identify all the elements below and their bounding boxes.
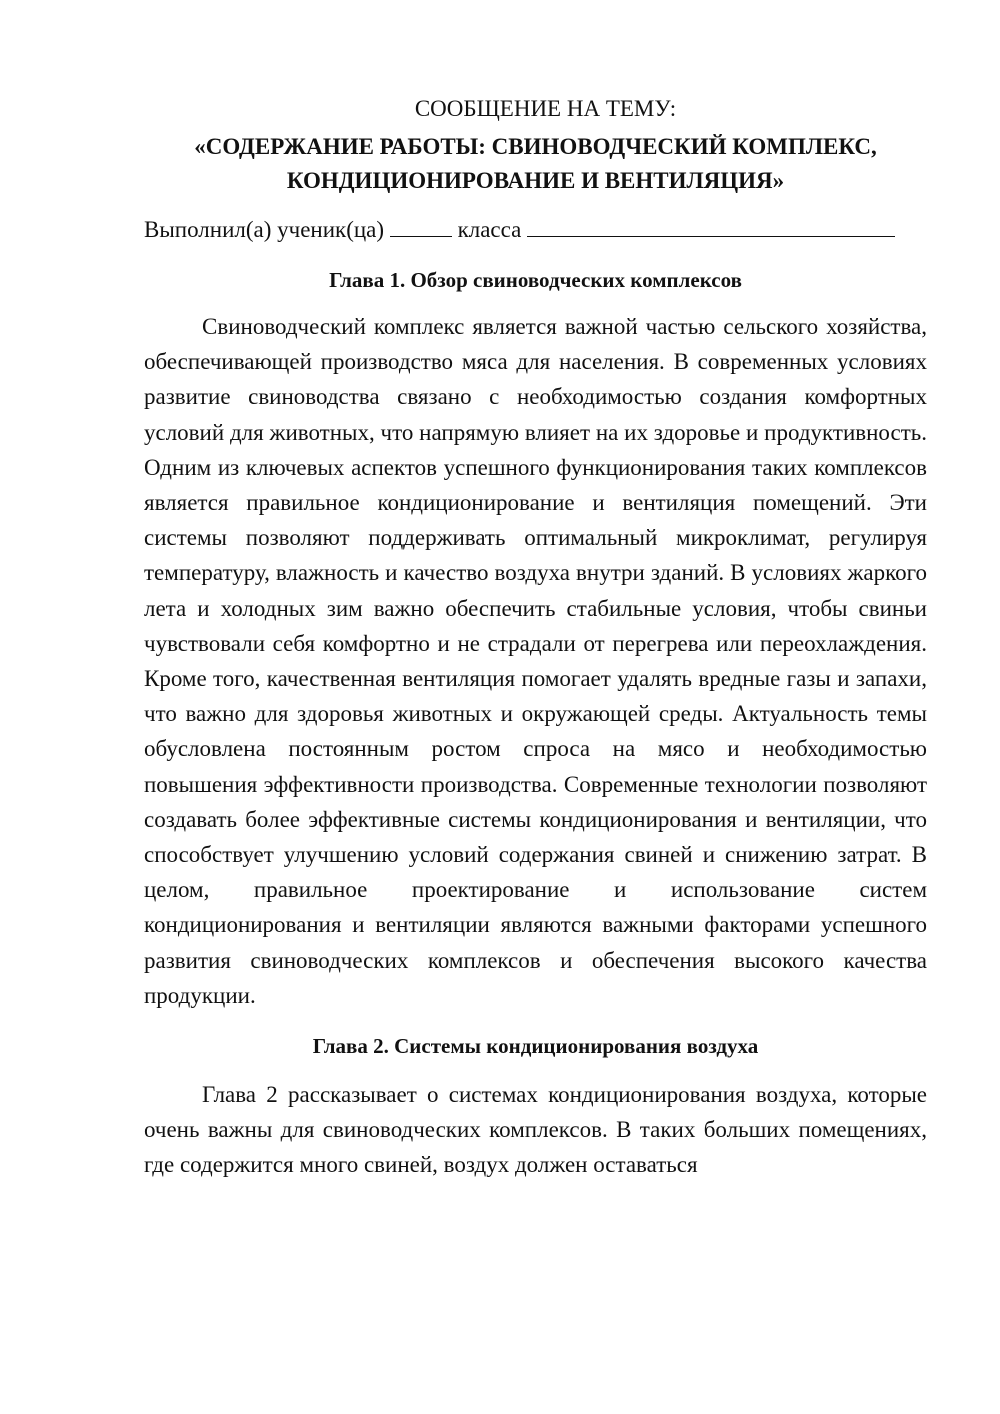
chapter-2-paragraph: Глава 2 рассказывает о системах кондиционирования воздуха, которые очень важны для свиноводческих комплексов. В таких больших помещениях, где содержится много свиней, воздух должен оставаться [144,1082,927,1178]
title-line-1: «СОДЕРЖАНИЕ РАБОТЫ: СВИНОВОДЧЕСКИЙ КОМПЛЕКС, [194,134,877,159]
chapter-1-paragraph: Свиноводческий комплекс является важной частью сельского хозяйства, обеспечивающей производство мяса для населения. В современных условиях развитие свиноводства связано с необходимостью создания комфортных условий для животных, что напрямую влияет на их здоровье и продуктивность. Одним из ключевых аспектов успешного функционирования таких комплексов является правильное кондиционирование и вентиляция помещений. Эти системы позволяют поддерживать оптимальный микроклимат, регулируя температуру, влажность и качество воздуха внутри зданий. В условиях жаркого лета и холодных зим важно обеспечить стабильные условия, чтобы свиньи чувствовали себя комфортно и не страдали от перегрева или переохлаждения. Кроме того, качественная вентиляция помогает удалять вредные газы и запахи, что важно для здоровья животных и окружающей среды. Актуальность темы обусловлена постоянным ростом спроса на мясо и необходимостью повышения эффективности производства. Современные технологии позволяют создавать более эффективные системы кондиционирования и вентиляции, что способствует улучшению условий содержания свиней и снижению затрат. В целом, правильное проектирование и использование систем кондиционирования и вентиляции являются важными факторами успешного развития свиноводческих комплексов и обеспечения высокого качества продукции. [144,314,927,1008]
chapter-1-heading: Глава 1. Обзор свиноводческих комплексов [329,268,742,292]
chapter-2-heading: Глава 2. Системы кондиционирования воздуха [312,1034,759,1059]
document-title [144,130,927,198]
class-word: класса [457,217,522,242]
author-line [144,212,927,247]
grade-blank[interactable] [390,212,452,237]
document-body [144,92,927,1183]
author-prefix: Выполнил(а) ученик(ца) [144,217,385,242]
name-blank[interactable] [527,212,895,237]
title-line-2: КОНДИЦИОНИРОВАНИЕ И ВЕНТИЛЯЦИЯ» [286,168,785,193]
document-subject: СООБЩЕНИЕ НА ТЕМУ: [414,96,677,121]
